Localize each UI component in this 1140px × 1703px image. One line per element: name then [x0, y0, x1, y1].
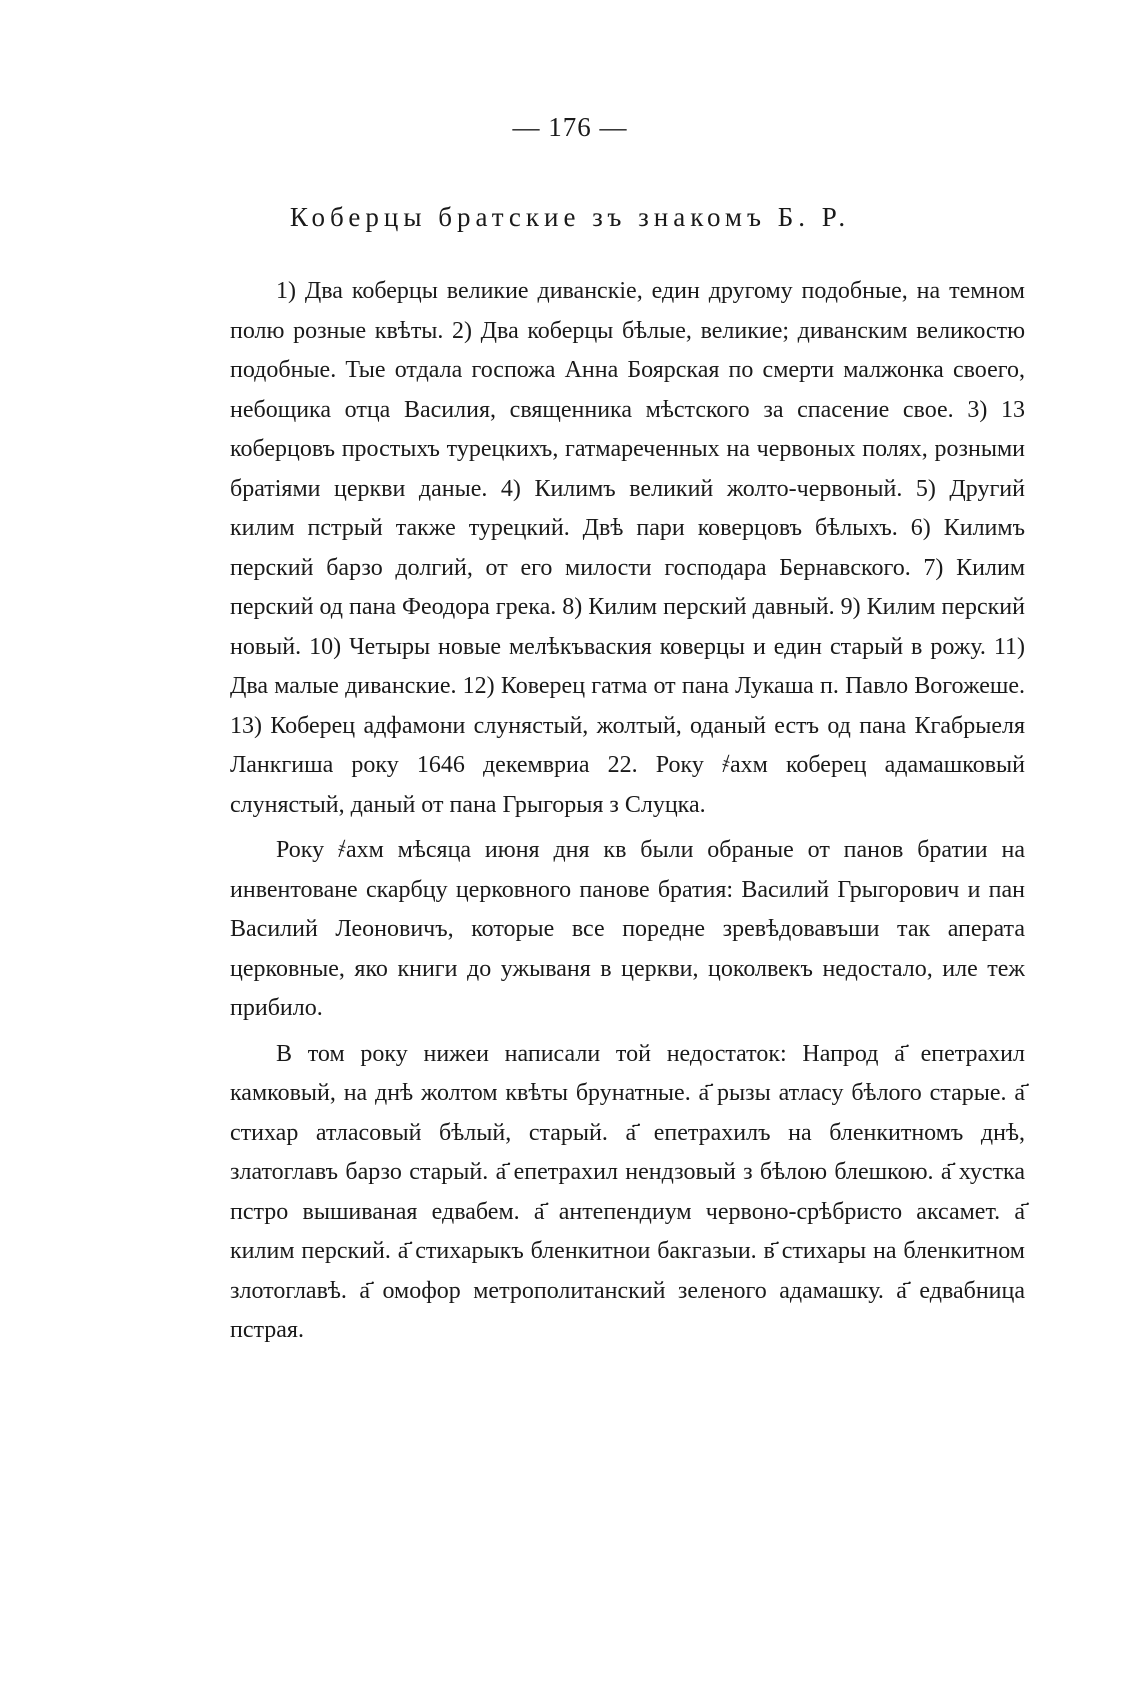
- paragraph-inventory-commission: Року ҂ахм мѣсяца июня дня кв были обраные от панов братии на инвентоване скарбцу церковного панове братия: Василий Грыгорович и пан Василий Леоновичъ, которые все поредне зревѣдовавъши так аперата церковные, яко книги до ужываня в церкви, цоколвекъ недостало, иле теж прибило.: [230, 837, 1025, 1021]
- paragraph-inventory-carpets: 1) Два коберцы великие диванскіе, един другому подобные, на темном полю розные квѣты. 2) Два коберцы бѣлые, великие; диванским великостю подобные. Тые отдала госпожа Анна Боярская по смерти малжонка своего, небощика отца Василия, священника мѣстского за спасение свое. 3) 13 коберцовъ простыхъ турецкихъ, гатмареченных на червоных полях, розными братіями церкви даные. 4) Килимъ великий жолто-червоный. 5) Другий килим пстрый также турецкий. Двѣ пари коверцовъ бѣлыхъ. 6) Килимъ перский барзо долгий, от его милости господара Бернавского. 7) Килим перский од пана Феодора грека. 8) Килим перский давный. 9) Килим перский новый. 10) Четыры новые мелѣкъваския коверцы и един старый в рожу. 11) Два малые диванские. 12) Коверец гатма от пана Лукаша п. Павло Вогожеше. 13) Коберец адфамони слунястый, жолтый, оданый естъ од пана Кгабрыеля Ланкгиша року 1646 декемвриа 22. Року ҂ахм коберец адамашковый слунястый, даный от пана Грыгорыя з Слуцка.: [230, 278, 1025, 818]
- page-number: — 176 —: [512, 112, 628, 142]
- section-heading: Коберцы братские зъ знакомъ Б. Р.: [289, 202, 851, 232]
- body-text: [230, 272, 1025, 1351]
- paragraph-missing-items: В том року нижеи написали той недостаток: Напрод а҃ епетрахил камковый, на днѣ жолтом квѣты брунатные. а҃ рызы атласу бѣлого старые. а҃ стихар атласовый бѣлый, старый. а҃ епетрахилъ на бленкитномъ днѣ, златоглавъ барзо старый. а҃ епетрахил нендзовый з бѣлою блешкою. а҃ хустка пстро вышиваная едвабем. а҃ антепендиум червоно-срѣбристо аксамет. а҃ килим перский. а҃ стихарыкъ бленкитнои бакгазыи. в҃ стихары на бленкитном злотоглавѣ. а҃ омофор метрополитанский зеленого адамашку. а҃ едвабница пстрая.: [230, 1040, 1025, 1343]
